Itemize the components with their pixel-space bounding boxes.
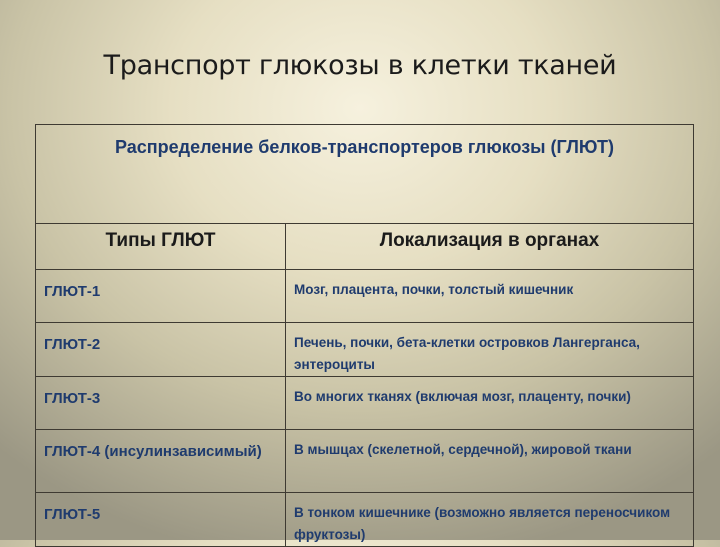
glut-localization: Печень, почки, бета-клетки островков Лангерганса, энтероциты bbox=[294, 335, 640, 372]
table-row bbox=[36, 493, 694, 547]
table-row bbox=[36, 430, 694, 493]
column-header-types-label: Типы ГЛЮТ bbox=[105, 230, 216, 251]
table-caption-cell bbox=[36, 125, 694, 224]
glut-type: ГЛЮТ-5 bbox=[44, 506, 101, 523]
glut-localization: Мозг, плацента, почки, толстый кишечник bbox=[294, 282, 574, 297]
glut-localization: Во многих тканях (включая мозг, плаценту, почки) bbox=[294, 389, 631, 404]
glut-type: ГЛЮТ-3 bbox=[44, 390, 101, 407]
glut-type: ГЛЮТ-4 (инсулинзависимый) bbox=[44, 443, 262, 460]
table-row bbox=[36, 270, 694, 323]
column-header-localization bbox=[286, 224, 694, 270]
column-header-localization-label: Локализация в органах bbox=[379, 230, 600, 251]
column-header-types bbox=[36, 224, 286, 270]
glut-localization: В мышцах (скелетной, сердечной), жировой ткани bbox=[294, 442, 632, 457]
table-caption: Распределение белков-транспортеров глюкозы (ГЛЮТ) bbox=[114, 137, 615, 157]
table-row bbox=[36, 323, 694, 377]
slide-title: Транспорт глюкозы в клетки тканей bbox=[103, 50, 617, 81]
table-row bbox=[36, 377, 694, 430]
glut-localization: В тонком кишечнике (возможно является переносчиком фруктозы) bbox=[294, 505, 671, 542]
glut-table bbox=[35, 124, 694, 547]
glut-type: ГЛЮТ-2 bbox=[44, 336, 101, 353]
glut-type: ГЛЮТ-1 bbox=[44, 283, 101, 300]
table-header-row bbox=[36, 224, 694, 270]
